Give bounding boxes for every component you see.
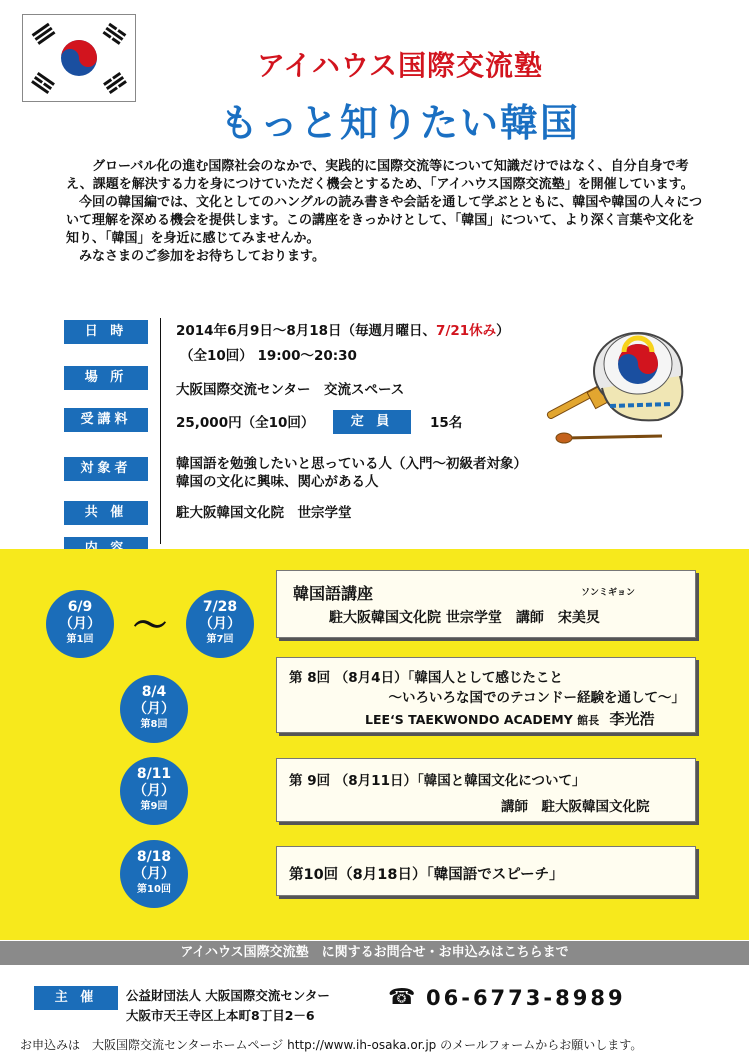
inquiry-bar: アイハウス国際交流塾 に関するお問合せ・お申込みはこちらまで — [0, 941, 749, 965]
intro-paragraph-3: みなさまのご参加をお待ちしております。 — [79, 249, 325, 264]
phone-number: 06-6773-8989 — [426, 986, 626, 1010]
date-holiday-note: 7/21休み — [436, 323, 497, 339]
session-day: （月） — [133, 701, 175, 717]
session-8-speaker — [365, 708, 655, 729]
session-day: （月） — [133, 866, 175, 882]
course-teacher: 駐大阪韓国文化院 世宗学堂 講師 宋美炅 — [329, 610, 600, 626]
session-box-9 — [276, 758, 696, 822]
place-value: 大阪国際交流センター 交流スペース — [176, 382, 405, 398]
host-address: 大阪市天王寺区上本町8丁目2－6 — [126, 1008, 315, 1023]
session-circle-10 — [120, 840, 188, 908]
phone-icon: ☎ — [388, 985, 416, 1010]
capacity-label: 定 員 — [333, 410, 411, 434]
course-title: 韓国語講座 — [293, 584, 374, 603]
speaker-name: 李光浩 — [609, 710, 655, 728]
session-circle-8 — [120, 675, 188, 743]
session-8-subtitle: ～いろいろな国でのテコンドー経験を通して～」 — [388, 690, 685, 706]
host-label: 主 催 — [34, 986, 118, 1010]
speaker-role: 館長 — [577, 714, 600, 727]
target-value-2: 韓国の文化に興味、関心がある人 — [176, 474, 379, 490]
teacher-ruby: ソンミギョン — [581, 588, 636, 598]
divider-line — [160, 318, 161, 544]
cohost-value: 駐大阪韓国文化院 世宗学堂 — [176, 505, 352, 521]
cohost-label: 共 催 — [64, 501, 148, 525]
session-circle-7 — [186, 590, 254, 658]
drum-illustration — [540, 316, 720, 456]
session-circle-9 — [120, 757, 188, 825]
date-label: 日 時 — [64, 320, 148, 344]
apply-note: お申込みは 大阪国際交流センターホームページ http://www.ih-osaka.or.jp のメールフォームからお願いします。 — [20, 1038, 643, 1052]
session-date: 8/4 — [141, 684, 167, 700]
range-tilde: ～ — [133, 606, 167, 646]
korean-flag-image — [22, 14, 136, 102]
session-box-8 — [276, 657, 696, 733]
fee-value: 25,000円（全10回） — [176, 415, 315, 431]
session-number: 第10回 — [137, 884, 171, 895]
session-date: 6/9 — [67, 599, 93, 615]
session-day: （月） — [199, 616, 241, 632]
date-value-text: 2014年6月9日～8月18日（毎週月曜日、 — [176, 323, 437, 339]
session-10-title: 第10回（8月18日）「韓国語でスピーチ」 — [289, 867, 564, 883]
date-value-2: （全10回） 19:00～20:30 — [180, 348, 357, 364]
session-day: （月） — [59, 616, 101, 632]
target-label: 対象者 — [64, 457, 148, 481]
session-circle-1 — [46, 590, 114, 658]
host-name: 公益財団法人 大阪国際交流センター — [126, 988, 330, 1003]
session-9-title: 第 9回 （8月11日）「韓国と韓国文化について」 — [289, 773, 586, 789]
intro-paragraph-2: 今回の韓国編では、文化としてのハングルの読み書きや会話を通して学ぶとともに、韓国や韓国の人々について理解を深める機会を提供します。この講座をきっかけとして、「韓国」について、より深く言葉や文化を知り、「韓国」を身近に感じてみませんか。 — [66, 195, 703, 246]
session-9-speaker: 講師 駐大阪韓国文化院 — [501, 799, 650, 815]
intro-paragraph-1: グローバル化の進む国際社会のなかで、実践的に国際交流等について知識だけではなく、自分自身で考え、課題を解決する力を身につけていただく機会とするため、「アイハウス国際交流塾」を開催しています。 — [66, 159, 694, 192]
session-number: 第1回 — [66, 634, 94, 645]
session-date: 8/18 — [136, 849, 172, 865]
intro-text — [66, 158, 706, 266]
session-date: 7/28 — [202, 599, 238, 615]
speaker-org: LEE‘S TAEKWONDO ACADEMY — [365, 712, 573, 727]
capacity-value: 15名 — [430, 415, 463, 431]
date-value-close: ） — [496, 323, 510, 339]
session-box-1 — [276, 570, 696, 638]
session-number: 第9回 — [140, 801, 168, 812]
session-date: 8/11 — [136, 766, 172, 782]
target-value-1: 韓国語を勉強したいと思っている人（入門～初級者対象） — [176, 456, 527, 472]
session-8-title: 第 8回 （8月4日）「韓国人として感じたこと — [289, 670, 563, 686]
session-box-10 — [276, 846, 696, 896]
session-day: （月） — [133, 783, 175, 799]
session-number: 第8回 — [140, 719, 168, 730]
page-title: もっと知りたい韓国 — [219, 101, 580, 145]
fee-label: 受講料 — [64, 408, 148, 432]
date-value — [176, 321, 510, 341]
session-number: 第7回 — [206, 634, 234, 645]
place-label: 場 所 — [64, 366, 148, 390]
page-subtitle: アイハウス国際交流塾 — [256, 49, 544, 82]
